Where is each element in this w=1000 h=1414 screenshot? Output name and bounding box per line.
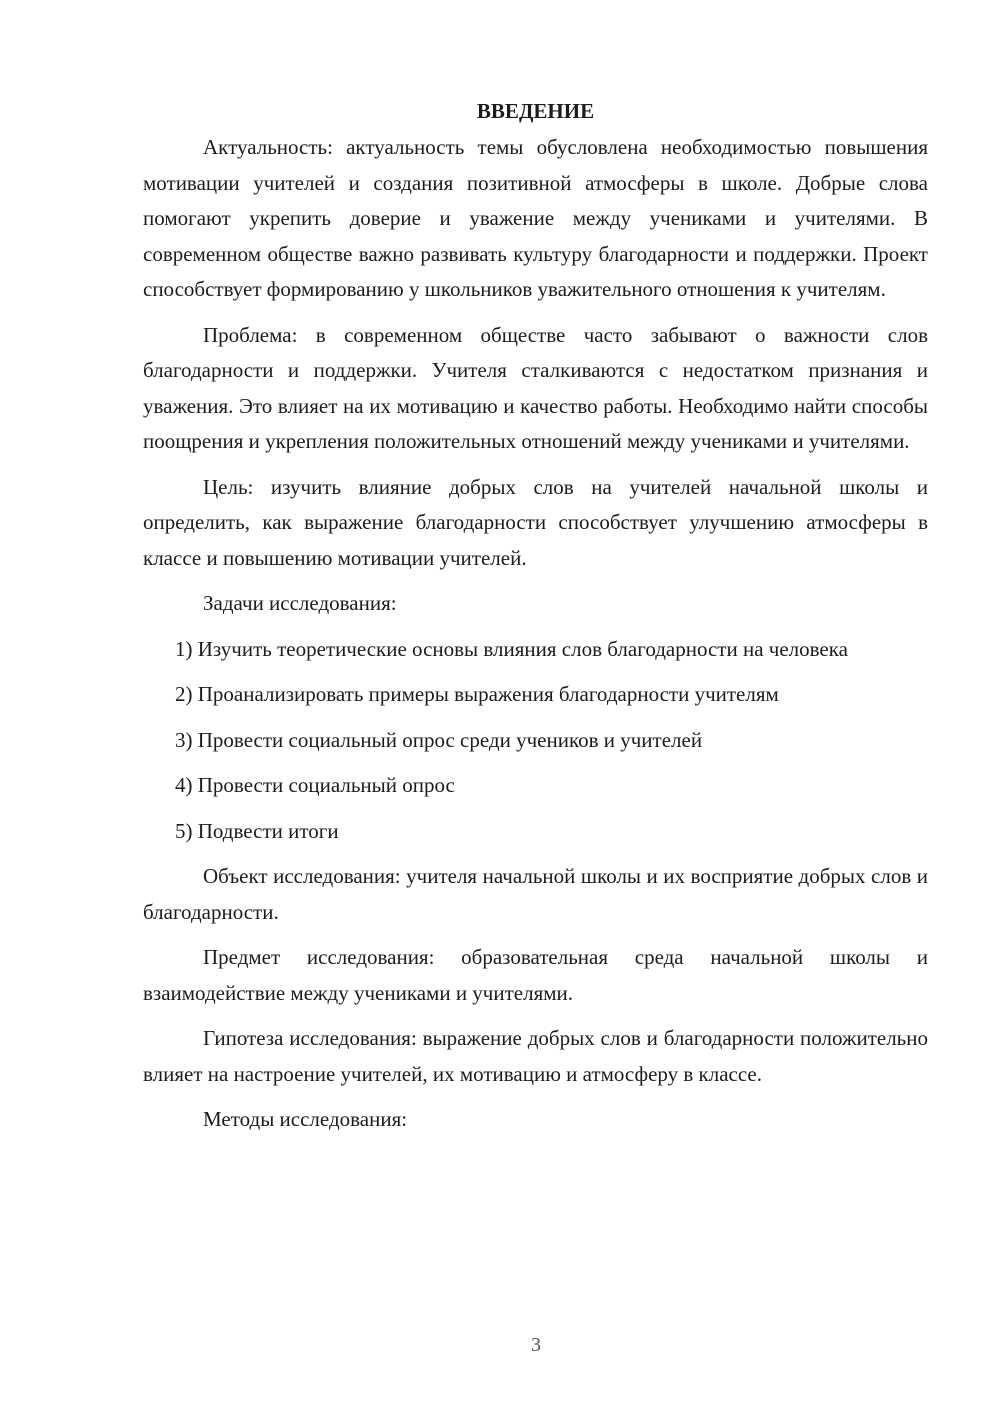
hypothesis-paragraph: Гипотеза исследования: выражение добрых слов и благодарности положительно влияет на настроение учителей, их мотивацию и атмосферу в классе. <box>143 1026 928 1086</box>
relevance-paragraph: Актуальность: актуальность темы обусловлена необходимостью повышения мотивации учителей и создания позитивной атмосферы в школе. Добрые слова помогают укрепить доверие и уважение между учениками и учителями. В современном обществе важно развивать культуру благодарности и поддержки. Проект способствует формированию у школьников уважительного отношения к учителям. <box>143 135 928 301</box>
page-number: 3 <box>531 1334 541 1356</box>
task-item: 3) Провести социальный опрос среди учеников и учителей <box>175 727 703 752</box>
task-item: 4) Провести социальный опрос <box>175 773 455 797</box>
task-item: 1) Изучить теоретические основы влияния слов благодарности на человека <box>175 636 848 661</box>
task-item: 2) Проанализировать примеры выражения благодарности учителям <box>175 682 779 706</box>
section-title: ВВЕДЕНИЕ <box>476 99 595 123</box>
task-item: 5) Подвести итоги <box>175 818 339 843</box>
problem-paragraph: Проблема: в современном обществе часто забывают о важности слов благодарности и поддержки. Учителя сталкиваются с недостатком признания и уважения. Это влияет на их мотивацию и качество работы. Необходимо найти способы поощрения и укрепления положительных отношений между учениками и учителями. <box>143 322 928 453</box>
goal-paragraph: Цель: изучить влияние добрых слов на учителей начальной школы и определить, как выражение благодарности способствует улучшению атмосферы в классе и повышению мотивации учителей. <box>143 474 928 570</box>
object-paragraph: Объект исследования: учителя начальной школы и их восприятие добрых слов и благодарности. <box>143 864 928 924</box>
methods-heading: Методы исследования: <box>203 1107 408 1131</box>
subject-paragraph: Предмет исследования: образовательная среда начальной школы и взаимодействие между учениками и учителями. <box>143 945 928 1005</box>
tasks-heading: Задачи исследования: <box>203 591 397 615</box>
page-content <box>143 96 928 1148</box>
